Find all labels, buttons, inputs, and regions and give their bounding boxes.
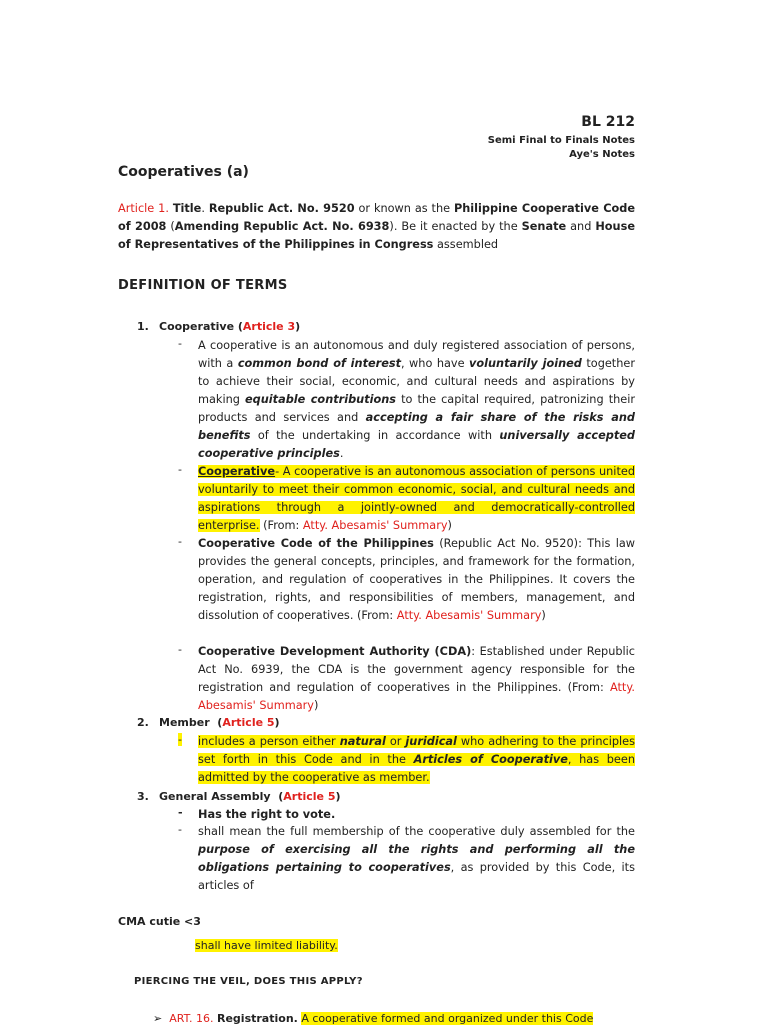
term-label: General Assembly bbox=[159, 790, 271, 803]
source-ref: Atty. Abesamis' Summary bbox=[302, 519, 448, 532]
term-member: 2. Member (Article 5) bbox=[137, 716, 280, 729]
bullet-assembly-vote bbox=[178, 806, 635, 824]
article-ref: Article 1. bbox=[118, 202, 169, 215]
text: shall mean the full membership of the cooperative duly assembled for the bbox=[198, 825, 635, 838]
emphasis: equitable contributions bbox=[245, 393, 397, 406]
bullet-assembly-def bbox=[178, 823, 635, 895]
bullet-member bbox=[178, 733, 635, 787]
bullet-text: Has the right to vote. bbox=[198, 808, 336, 821]
highlighted-text: - A cooperative is an autonomous association of persons united voluntarily to meet their common economic, social, and cultural needs and aspirations through a jointly-owned and democratically-controlled enterprise. bbox=[198, 465, 635, 532]
intro-amending: Amending Republic Act. No. 6938 bbox=[174, 220, 390, 233]
text: : Established under Republic Act No. 6939, the CDA is the government agency responsible for the registration and regulation of cooperatives in the Philippines. (From: bbox=[198, 645, 636, 694]
term-cooperative: 1. Cooperative (Article 3) bbox=[137, 320, 301, 333]
dash-bullet: - bbox=[178, 463, 182, 476]
intro-title: Title bbox=[172, 202, 202, 215]
bullet-text bbox=[198, 535, 635, 625]
text: of the undertaking in accordance with bbox=[250, 429, 500, 442]
bullet-text bbox=[198, 643, 635, 715]
article-ref: Article 5 bbox=[283, 790, 336, 803]
bullet-coop-summary bbox=[178, 463, 635, 535]
text: ) bbox=[313, 699, 319, 712]
bullet-cda bbox=[178, 643, 635, 715]
text: who adhering to the principles set forth in this Code and in the bbox=[198, 735, 635, 766]
dash-bullet: - bbox=[178, 733, 182, 746]
term-general-assembly: 3. General Assembly (Article 5) bbox=[137, 790, 341, 803]
term-bold: Cooperative Development Authority (CDA) bbox=[198, 645, 472, 658]
text: includes a person either bbox=[198, 735, 340, 748]
term-bold: Registration. bbox=[217, 1012, 298, 1025]
emphasis: voluntarily joined bbox=[469, 357, 582, 370]
text: . bbox=[339, 447, 344, 460]
text: , has been admitted by the cooperative as member. bbox=[198, 753, 635, 784]
bullet-text bbox=[198, 823, 635, 895]
emphasis: purpose of exercising all the rights and performing all the obligations pertaining to cooperatives bbox=[198, 843, 635, 874]
source-ref: Atty. Abesamis' Summary bbox=[198, 681, 635, 712]
section-heading: PIERCING THE VEIL, DOES THIS APPLY? bbox=[134, 976, 363, 987]
emphasis: common bond of interest bbox=[237, 357, 401, 370]
page-header bbox=[488, 114, 635, 162]
term-bold: Cooperative Code of the Philippines bbox=[198, 537, 434, 550]
intro-text: or known as the bbox=[354, 202, 454, 215]
text: or bbox=[385, 735, 406, 748]
term-number: 2. bbox=[137, 716, 149, 729]
emphasis: accepting a fair share of the risks and benefits bbox=[198, 411, 635, 442]
page-title: Cooperatives (a) bbox=[118, 164, 249, 180]
article-ref: Article 3 bbox=[242, 320, 296, 333]
notes-subtitle: Semi Final to Finals Notes bbox=[487, 135, 635, 146]
footer-note: CMA cutie <3 bbox=[118, 915, 201, 928]
term-number: 1. bbox=[137, 320, 149, 333]
dash-bullet: - bbox=[178, 535, 182, 548]
intro-ra: Republic Act. No. 9520 bbox=[208, 202, 355, 215]
emphasis: universally accepted cooperative principles bbox=[198, 429, 635, 460]
intro-text: and bbox=[566, 220, 596, 233]
intro-code-name: Philippine Cooperative Code of 2008 bbox=[118, 202, 635, 233]
highlighted-term: Cooperative bbox=[198, 465, 276, 478]
article-ref: Article 5 bbox=[222, 716, 275, 729]
dash-bullet: - bbox=[178, 823, 182, 836]
emphasis: juridical bbox=[405, 735, 457, 748]
intro-text: ( bbox=[166, 220, 175, 233]
registration-line bbox=[153, 1012, 633, 1025]
intro-text: assembled bbox=[433, 238, 499, 251]
course-code: BL 212 bbox=[581, 114, 635, 130]
intro-paragraph bbox=[118, 200, 635, 254]
bullet-text bbox=[198, 337, 635, 463]
arrow-bullet-icon: ➢ bbox=[153, 1012, 163, 1025]
term-label: Member bbox=[159, 716, 210, 729]
article-ref: ART. 16. bbox=[169, 1012, 214, 1025]
emphasis: natural bbox=[339, 735, 386, 748]
intro-senate: Senate bbox=[521, 220, 567, 233]
highlighted-text: A cooperative formed and organized under this Code bbox=[301, 1012, 594, 1025]
term-label: Cooperative bbox=[159, 320, 235, 333]
dash-bullet: - bbox=[178, 643, 182, 656]
intro-house: House of Representatives of the Philippines in Congress bbox=[118, 220, 635, 251]
bullet-text bbox=[198, 463, 635, 535]
term-number: 3. bbox=[137, 790, 149, 803]
notes-author: Aye's Notes bbox=[569, 149, 635, 160]
intro-text: ). Be it enacted by the bbox=[389, 220, 522, 233]
partial-highlight-line bbox=[195, 934, 623, 951]
text: , as provided by this Code, its articles of bbox=[198, 861, 635, 892]
source-ref: Atty. Abesamis' Summary bbox=[396, 609, 542, 622]
emphasis: Articles of Cooperative bbox=[413, 753, 568, 766]
text: ) bbox=[447, 519, 452, 532]
text: (From: bbox=[259, 519, 303, 532]
bullet-coop-code bbox=[178, 535, 635, 625]
intro-text: . bbox=[201, 202, 209, 215]
text: to the capital required, patronizing their products and services and bbox=[198, 393, 636, 424]
text: (Republic Act No. 9520): This law provides the general concepts, principles, and framework for the formation, operation, and regulation of cooperatives in the Philippines. It covers the registration, rights, and responsibilities of members, management, and dissolution of cooperatives. (From: bbox=[198, 537, 636, 622]
dash-bullet: - bbox=[178, 337, 182, 350]
text: ) bbox=[541, 609, 546, 622]
highlighted-text: shall have limited liability. bbox=[195, 939, 338, 952]
dash-bullet: - bbox=[178, 806, 183, 819]
bullet-coop-definition bbox=[178, 337, 635, 463]
definitions-heading: DEFINITION OF TERMS bbox=[118, 278, 288, 293]
text: A cooperative is an autonomous and duly registered association of persons, with a bbox=[198, 339, 635, 370]
bullet-text bbox=[198, 733, 635, 787]
text: together to achieve their social, economic, and cultural needs and aspirations by making bbox=[198, 357, 635, 406]
text: , who have bbox=[401, 357, 469, 370]
